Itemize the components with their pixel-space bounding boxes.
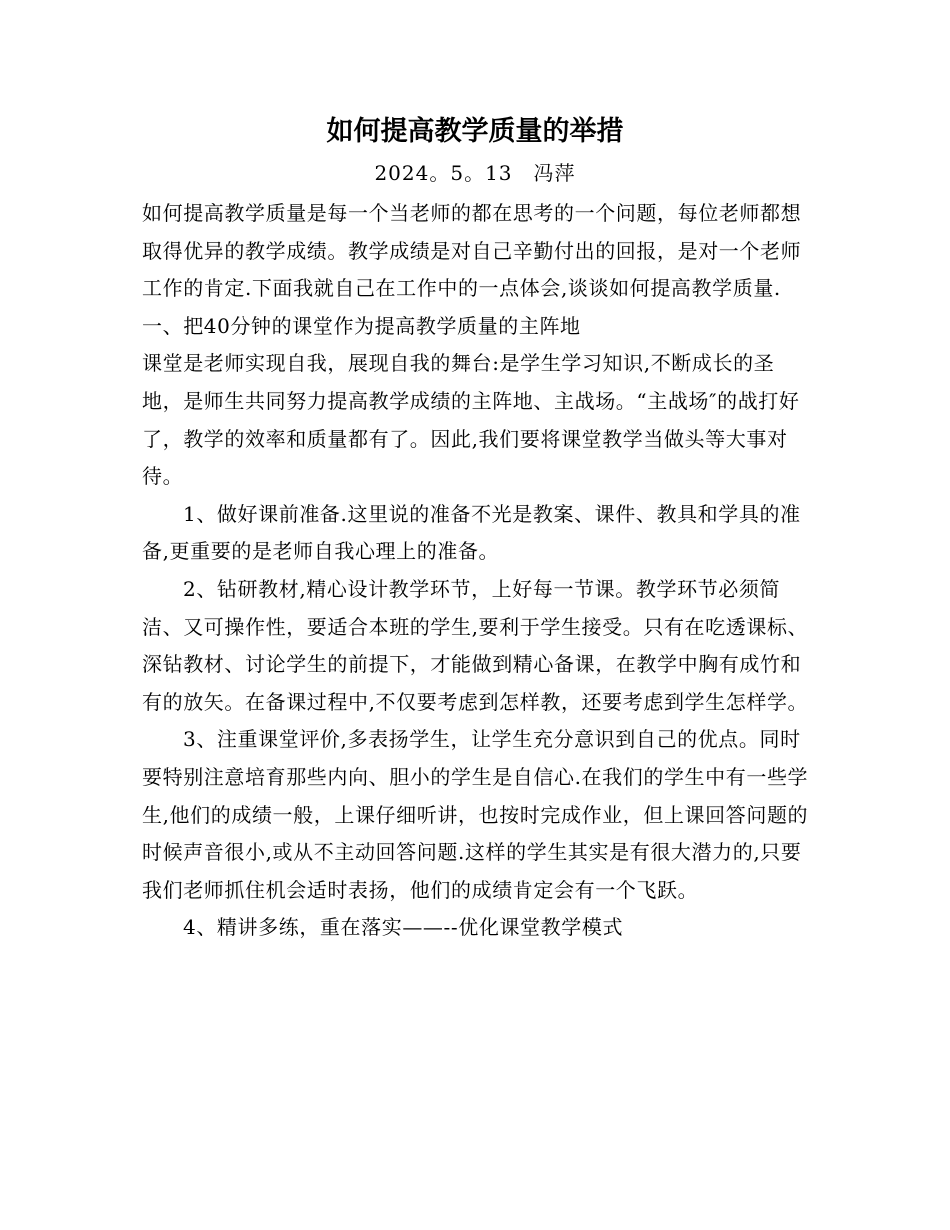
document-body bbox=[142, 195, 812, 947]
date-author-line: 2024。5。13 冯萍 bbox=[374, 161, 576, 185]
section-1-paragraph: 课堂是老师实现自我，展现自我的舞台:是学生学习知识,不断成长的圣地，是师生共同努力提高教学成绩的主阵地、主战场。“主战场″的战打好了，教学的效率和质量都有了。因此,我们要将课堂教学当做头等大事对待。 bbox=[142, 351, 800, 489]
list-item-4: 4、精讲多练，重在落实——--优化课堂教学模式 bbox=[183, 915, 624, 940]
intro-paragraph: 如何提高教学质量是每一个当老师的都在思考的一个问题，每位老师都想取得优异的教学成绩。教学成绩是对自己辛勤付出的回报，是对一个老师工作的肯定.下面我就自己在工作中的一点体会,谈谈如何提高教学质量. bbox=[142, 201, 802, 301]
list-item-3: 3、注重课堂评价,多表扬学生，让学生充分意识到自己的优点。同时要特别注意培育那些内向、胆小的学生是自信心.在我们的学生中有一些学生,他们的成绩一般，上课仔细听讲，也按时完成作业，但上课回答问题的时候声音很小,或从不主动回答问题.这样的学生其实是有很大潜力的,只要我们老师抓住机会适时表扬，他们的成绩肯定会有一个飞跃。 bbox=[142, 727, 809, 902]
section-heading-1: 一、把40分钟的课堂作为提高教学质量的主阵地 bbox=[142, 313, 581, 338]
document-title: 如何提高教学质量的举措 bbox=[326, 116, 624, 147]
list-item-1: 1、做好课前准备.这里说的准备不光是教案、课件、教具和学具的准备,更重要的是老师自我心理上的准备。 bbox=[142, 501, 801, 564]
list-item-2: 2、钻研教材,精心设计教学环节，上好每一节课。教学环节必须简洁、又可操作性，要适合本班的学生,要利于学生接受。只有在吃透课标、深钻教材、讨论学生的前提下，才能做到精心备课，在教学中胸有成竹和有的放矢。在备课过程中,不仅要考虑到怎样教，还要考虑到学生怎样学。 bbox=[142, 576, 809, 714]
